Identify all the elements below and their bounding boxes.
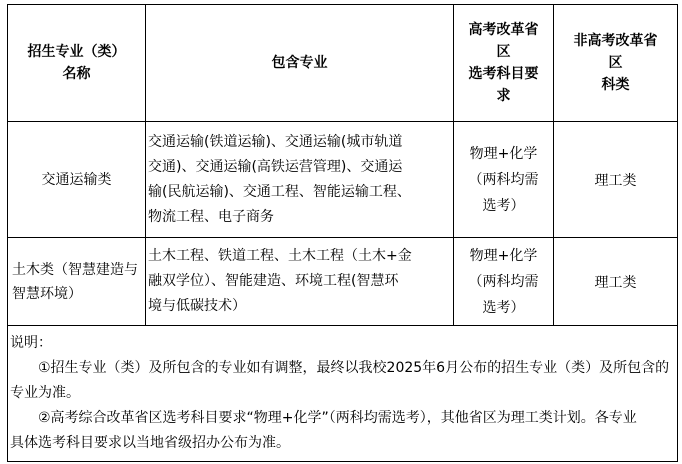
header-nonreform-line1: 非高考改革省 <box>573 33 658 49</box>
notes-row <box>8 326 678 462</box>
majors-line: 交通运输(铁道运输)、交通运输(城市轨道 <box>148 133 403 150</box>
table-row-transport <box>8 122 678 238</box>
notes-title: 说明： <box>10 335 52 351</box>
majors-line: 土木工程、铁道工程、土木工程（土木+金 <box>148 248 412 264</box>
header-nonreform-line3: 科类 <box>601 77 630 93</box>
majors-line: 物流工程、电子商务 <box>148 208 274 225</box>
table-row-civil <box>8 238 678 326</box>
requirement-line: 物理+化学 <box>469 247 538 264</box>
category-cell <box>8 122 146 238</box>
majors-line: 交通)、交通运输(高铁运营管理)、交通运 <box>148 158 403 175</box>
requirement-line: 选考） <box>482 197 525 214</box>
majors-cell <box>146 122 454 238</box>
reform-requirement-cell <box>454 238 554 326</box>
header-category-line2: 名称 <box>62 66 91 82</box>
majors-line: 输(民航运输)、交通工程、智能运输工程、 <box>148 183 411 200</box>
nonreform-category: 理工类 <box>594 172 637 189</box>
header-row <box>8 5 678 122</box>
header-reform-line1: 高考改革省 <box>468 22 539 38</box>
requirement-line: （两科均需 <box>468 171 539 188</box>
header-reform-requirement <box>454 5 554 122</box>
requirement-line: 选考） <box>482 299 525 316</box>
notes-cell <box>8 326 678 462</box>
requirement-line: 物理+化学 <box>469 145 538 162</box>
nonreform-category-cell <box>554 238 678 326</box>
nonreform-category: 理工类 <box>594 274 637 291</box>
category-name-line: 土木类（智慧建造与 <box>12 261 138 278</box>
header-category <box>8 5 146 122</box>
header-reform-line2: 区 <box>496 44 511 60</box>
category-name-line: 智慧环境） <box>12 285 82 302</box>
nonreform-category-cell <box>554 122 678 238</box>
header-reform-line4: 求 <box>496 88 511 104</box>
header-category-line1: 招生专业（类） <box>27 44 126 60</box>
requirement-line: （两科均需 <box>468 273 539 290</box>
majors-cell <box>146 238 454 326</box>
header-nonreform-category <box>554 5 678 122</box>
note-2-line2: 具体选考科目要求以当地省级招办公布为准。 <box>10 435 290 451</box>
category-cell <box>8 238 146 326</box>
majors-line: 融双学位）、智能建造、环境工程(智慧环 <box>148 273 399 289</box>
note-1-line2: 专业为准。 <box>10 385 80 401</box>
note-2-line1: ②高考综合改革省区选考科目要求“物理+化学”（两科均需选考），其他省区为理工类计划。各专业 <box>38 410 637 426</box>
header-reform-line3: 选考科目要 <box>468 66 539 82</box>
category-name: 交通运输类 <box>41 171 112 188</box>
note-1-line1: ①招生专业（类）及所包含的专业如有调整，最终以我校2025年6月公布的招生专业（类）及所包含的 <box>38 360 670 376</box>
reform-requirement-cell <box>454 122 554 238</box>
header-majors <box>146 5 454 122</box>
header-majors-label: 包含专业 <box>271 55 328 71</box>
admissions-table <box>7 4 678 462</box>
header-nonreform-line2: 区 <box>608 55 623 71</box>
majors-line: 境与低碳技术） <box>148 298 246 314</box>
